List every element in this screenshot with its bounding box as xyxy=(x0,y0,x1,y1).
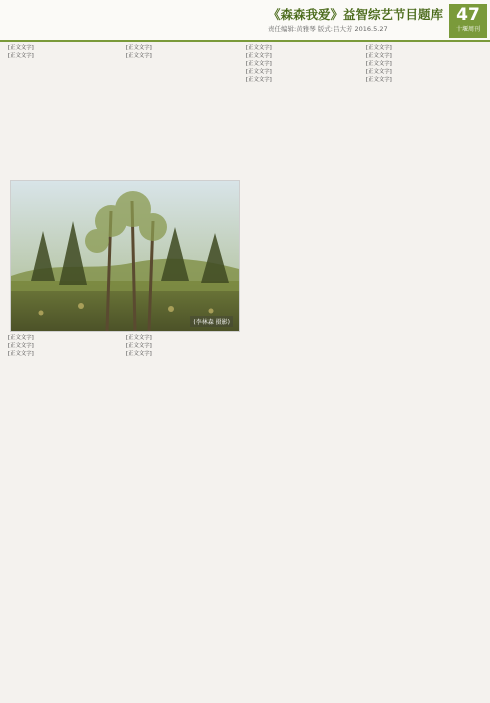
text-column-2-bottom xyxy=(126,334,240,696)
question-paragraph: [正文文字] xyxy=(126,351,152,358)
text-column-3 xyxy=(246,44,362,696)
editor-credits: 责任编辑:黄雅琴 版式:吕大芳 2016.5.27 xyxy=(268,25,388,33)
forest-photo xyxy=(10,180,240,332)
question-paragraph: [正文文字] xyxy=(8,45,34,51)
text-column-1-bottom xyxy=(8,334,124,696)
question-paragraph: [正文文字] xyxy=(246,45,272,51)
forest-illustration xyxy=(11,181,239,331)
question-paragraph: [正文文字] xyxy=(8,351,34,358)
page-title: 《森森我爱》益智综艺节目题库 xyxy=(268,7,444,22)
publication-name: 十堰周刊 xyxy=(455,26,480,33)
page-number-badge xyxy=(449,4,487,38)
question-paragraph: [正文文字] xyxy=(366,61,392,68)
question-paragraph: [正文文字] xyxy=(366,53,392,60)
page-header xyxy=(0,0,490,42)
question-paragraph: [正文文字] xyxy=(246,53,272,60)
question-paragraph: [正文文字] xyxy=(366,45,392,51)
question-paragraph: [正文文字] xyxy=(126,45,152,51)
question-paragraph: [正文文字] xyxy=(8,335,34,341)
page-number: 47 xyxy=(456,5,480,25)
question-paragraph: [正文文字] xyxy=(126,53,152,60)
question-paragraph: [正文文字] xyxy=(126,335,152,341)
question-paragraph: [正文文字] xyxy=(246,69,272,76)
question-paragraph: [正文文字] xyxy=(246,77,272,84)
text-column-4 xyxy=(366,44,484,696)
question-paragraph: [正文文字] xyxy=(8,53,34,60)
photo-caption: (李林森 摄影) xyxy=(190,316,233,327)
question-paragraph: [正文文字] xyxy=(126,343,152,350)
question-paragraph: [正文文字] xyxy=(8,343,34,350)
question-paragraph: [正文文字] xyxy=(246,61,272,68)
question-paragraph: [正文文字] xyxy=(366,69,392,76)
text-column-2-top xyxy=(126,44,240,178)
question-paragraph: [正文文字] xyxy=(366,77,392,84)
text-column-1-top xyxy=(8,44,124,178)
